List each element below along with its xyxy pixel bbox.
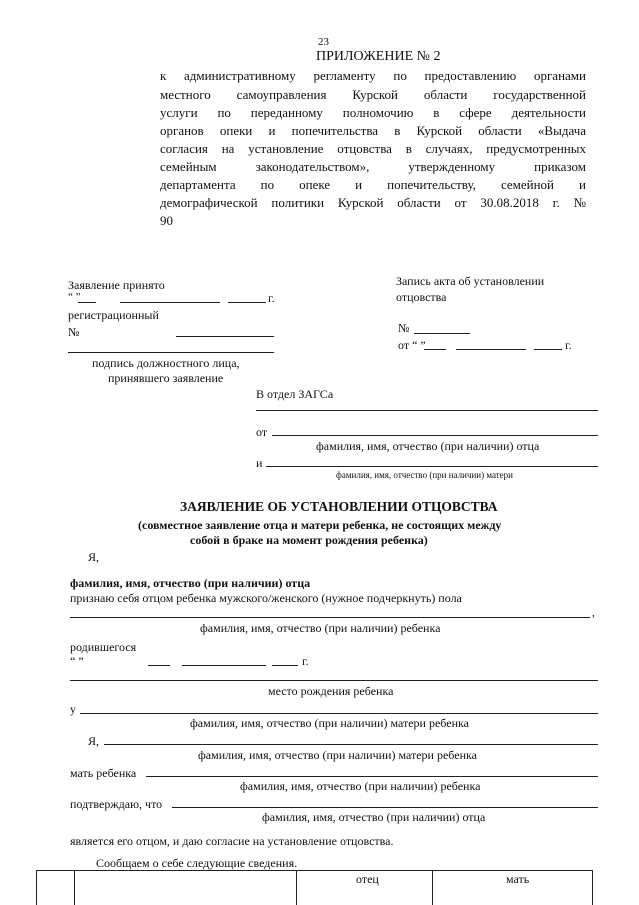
- birthplace-caption: место рождения ребенка: [268, 684, 394, 698]
- reg-num-label: №: [68, 325, 80, 339]
- child-mother-label: мать ребенка: [70, 766, 137, 780]
- mother-name-field[interactable]: [266, 466, 598, 467]
- table-top-border: [36, 870, 592, 871]
- confirm-label: подтверждаю, что: [70, 797, 163, 811]
- father-name-caption: фамилия, имя, отчество (при наличии) отца: [316, 439, 540, 453]
- child-name-caption-2: фамилия, имя, отчество (при наличии) ребенка: [240, 779, 481, 793]
- year-field[interactable]: [228, 302, 266, 303]
- birth-year-label: г.: [302, 654, 309, 668]
- record-year-field[interactable]: [534, 349, 562, 350]
- from-label: от: [256, 425, 268, 439]
- birth-year-field[interactable]: [272, 665, 298, 666]
- father-caption-bold: фамилия, имя, отчество (при наличии) отца: [70, 576, 311, 590]
- father-name-field[interactable]: [272, 435, 598, 436]
- table-col-border: [74, 870, 75, 905]
- consent-text: является его отцом, и даю согласие на установление отцовства.: [70, 834, 394, 848]
- table-col-border: [432, 870, 433, 905]
- appendix-line: органов опеки и попечительства в Курской области «Выдача: [160, 123, 586, 138]
- appendix-line: согласия на установление отцовства в случаях, предусмотренных: [160, 141, 586, 156]
- recognize-text: признаю себя отцом ребенка мужского/женского (нужное подчеркнуть) пола: [70, 591, 462, 605]
- at-label: у: [70, 702, 76, 716]
- table-col-border: [296, 870, 297, 905]
- father-caption-2: фамилия, имя, отчество (при наличии) отца: [262, 810, 486, 824]
- signature-caption: подпись должностного лица,: [92, 356, 240, 370]
- signature-caption: принявшего заявление: [108, 371, 224, 385]
- born-date-quote: “ ”: [70, 654, 84, 668]
- record-date-label: от “ ”: [398, 338, 426, 352]
- info-text: Сообщаем о себе следующие сведения.: [96, 856, 298, 870]
- child-name-field-2[interactable]: [146, 776, 598, 777]
- appendix-line: 90: [160, 213, 173, 228]
- child-name-field[interactable]: [70, 617, 590, 618]
- zags-label: В отдел ЗАГСа: [256, 387, 334, 401]
- comma: ,: [592, 605, 595, 619]
- record-num-label: №: [398, 321, 410, 335]
- record-number-field[interactable]: [414, 333, 470, 334]
- record-label: Запись акта об установлении: [396, 274, 545, 288]
- official-signature-field[interactable]: [68, 352, 274, 353]
- mother-name-field-2[interactable]: [104, 744, 598, 745]
- accepted-date-quote: “ ”: [68, 291, 81, 303]
- appendix-line: демографической политики Курской области от 30.08.2018 г. №: [160, 195, 586, 210]
- page-number: 23: [318, 36, 329, 48]
- birthplace-field[interactable]: [70, 680, 598, 681]
- accepted-label: Заявление принято: [68, 278, 165, 292]
- birth-month-field[interactable]: [182, 665, 266, 666]
- appendix-line: семейным законодательством», утвержденному приказом: [160, 159, 586, 174]
- table-header-father: отец: [356, 872, 379, 886]
- appendix-line: услуги по переданному полномочию в сфере деятельности: [160, 105, 586, 120]
- zags-department-field[interactable]: [256, 410, 598, 411]
- table-col-border: [36, 870, 37, 905]
- i-mother-label: Я,: [88, 734, 100, 748]
- birth-day-field[interactable]: [148, 665, 170, 666]
- appendix-title: ПРИЛОЖЕНИЕ № 2: [316, 49, 441, 64]
- form-subtitle: (совместное заявление отца и матери ребенка, не состоящих между: [138, 518, 502, 532]
- appendix-line: местного самоуправления Курской области государственной: [160, 87, 586, 102]
- mother-child-caption-2: фамилия, имя, отчество (при наличии) матери ребенка: [198, 748, 477, 762]
- appendix-line: к административному регламенту по предоставлению органами: [160, 68, 586, 83]
- form-subtitle: собой в браке на момент рождения ребенка): [190, 533, 428, 547]
- record-day-field[interactable]: [424, 349, 446, 350]
- appendix-line: департамента по опеке и попечительству, семейной и: [160, 177, 586, 192]
- table-col-border: [592, 870, 593, 905]
- record-label: отцовства: [396, 290, 447, 304]
- reg-label: регистрационный: [68, 308, 159, 322]
- mother-child-caption: фамилия, имя, отчество (при наличии) матери ребенка: [190, 716, 469, 730]
- record-year-label: г.: [565, 338, 572, 352]
- reg-number-field[interactable]: [176, 336, 274, 337]
- i-father-label: Я,: [88, 550, 100, 564]
- mother-of-child-field[interactable]: [80, 713, 598, 714]
- mother-name-caption: фамилия, имя, отчество (при наличии) матери: [336, 470, 513, 480]
- father-name-field-2[interactable]: [172, 807, 598, 808]
- day-field[interactable]: [78, 302, 96, 303]
- record-month-field[interactable]: [456, 349, 526, 350]
- form-title: ЗАЯВЛЕНИЕ ОБ УСТАНОВЛЕНИИ ОТЦОВСТВА: [180, 499, 498, 514]
- table-header-mother: мать: [506, 872, 530, 886]
- born-label: родившегося: [70, 640, 137, 654]
- child-name-caption: фамилия, имя, отчество (при наличии) ребенка: [200, 621, 441, 635]
- month-field[interactable]: [120, 302, 220, 303]
- and-label: и: [256, 456, 263, 470]
- year-label: г.: [268, 291, 275, 305]
